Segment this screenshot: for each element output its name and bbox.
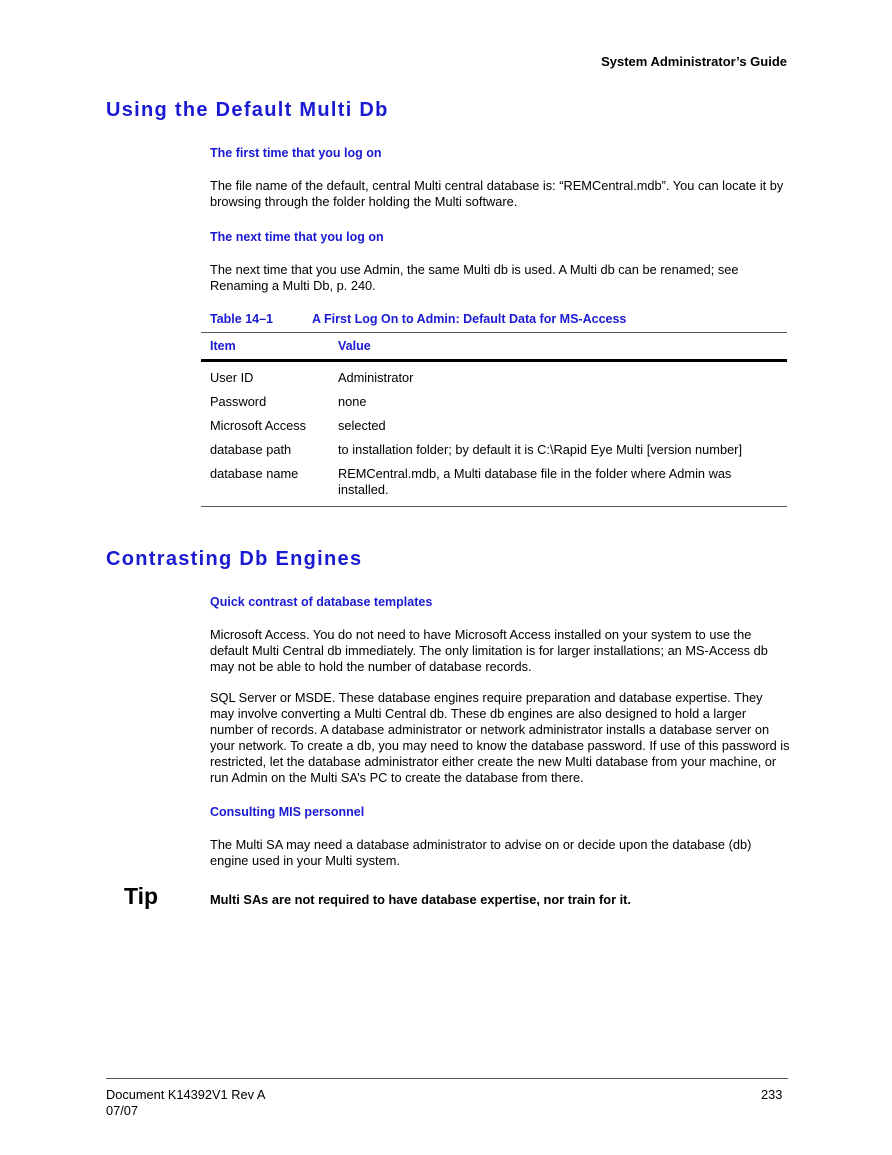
cell-item: Microsoft Access xyxy=(210,418,307,433)
subheading-next-logon: The next time that you log on xyxy=(210,230,384,244)
table-number: Table 14–1 xyxy=(210,312,274,326)
table-row xyxy=(201,390,787,414)
table-header-row xyxy=(201,333,787,362)
table-row xyxy=(201,366,787,390)
table-row xyxy=(201,462,787,502)
cell-value: selected xyxy=(338,418,386,433)
tip-text: Multi SAs are not required to have database expertise, nor train for it. xyxy=(210,892,631,907)
section-title-default-multi-db: Using the Default Multi Db xyxy=(106,99,389,121)
column-header-item: Item xyxy=(210,339,236,353)
paragraph-first-logon: The file name of the default, central Multi central database is: “REMCentral.mdb”. You can locate it by browsing through the folder holding the Multi software. xyxy=(210,178,784,209)
subheading-first-logon: The first time that you log on xyxy=(210,146,382,160)
cell-value: to installation folder; by default it is C:\Rapid Eye Multi [version number] xyxy=(338,442,743,457)
column-header-value: Value xyxy=(338,339,371,353)
subheading-quick-contrast: Quick contrast of database templates xyxy=(210,595,433,609)
footer-divider xyxy=(106,1078,788,1079)
table-row xyxy=(201,414,787,438)
cell-item: database name xyxy=(210,466,299,481)
cell-value: Administrator xyxy=(338,370,414,385)
table-body xyxy=(201,362,787,506)
running-header: System Administrator’s Guide xyxy=(601,54,787,69)
footer-document-id: Document K14392V1 Rev A xyxy=(106,1087,266,1102)
cell-item: User ID xyxy=(210,370,254,385)
paragraph-sql-server: SQL Server or MSDE. These database engines require preparation and database expertise. They may involve converting a Multi Central db. These db engines are also designed to hold a larger number of records. A database administrator or network administrator installs a database server on your network. To create a db, you may need to know the database password. If use of this password is restricted, let the database administrator either create the new Multi database from your machine, or run Admin on the Multi SA’s PC to create the database from there. xyxy=(210,690,790,785)
page-number: 233 xyxy=(761,1087,783,1102)
cell-item: Password xyxy=(210,394,267,409)
section-title-contrasting-db-engines: Contrasting Db Engines xyxy=(106,548,363,570)
footer-date: 07/07 xyxy=(106,1103,139,1118)
tip-label: Tip xyxy=(124,883,159,909)
default-data-table xyxy=(201,332,787,507)
cell-value: REMCentral.mdb, a Multi database file in the folder where Admin was installed. xyxy=(338,466,732,497)
paragraph-microsoft-access: Microsoft Access. You do not need to have Microsoft Access installed on your system to use the default Multi Central db immediately. The only limitation is for larger installations; an MS-Access db may not be able to hold the number of database records. xyxy=(210,627,768,674)
table-title: A First Log On to Admin: Default Data for MS-Access xyxy=(312,312,627,326)
paragraph-consulting-mis: The Multi SA may need a database administrator to advise on or decide upon the database (db) engine used in your Multi system. xyxy=(210,837,752,868)
subheading-consulting-mis: Consulting MIS personnel xyxy=(210,805,365,819)
footer-document-info xyxy=(106,1087,265,1119)
paragraph-next-logon: The next time that you use Admin, the same Multi db is used. A Multi db can be renamed; see Renaming a Multi Db, p. 240. xyxy=(210,262,739,293)
cell-value: none xyxy=(338,394,367,409)
table-row xyxy=(201,438,787,462)
cell-item: database path xyxy=(210,442,292,457)
table-caption xyxy=(210,312,626,326)
